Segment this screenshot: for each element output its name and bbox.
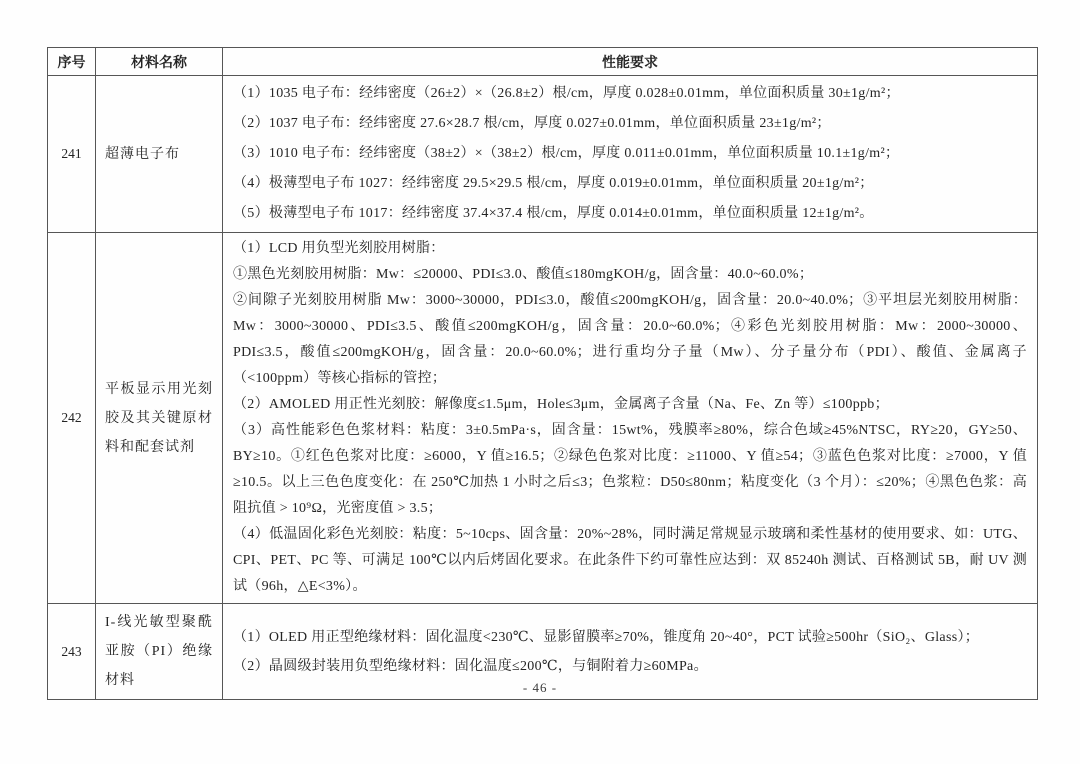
- table-row: [48, 76, 1038, 233]
- row-index: 243: [48, 604, 96, 700]
- requirement-item: （1）OLED 用正型绝缘材料：固化温度<230℃、显影留膜率≥70%，锥度角 20~40°，PCT 试验≥500hr（SiO₂、Glass）；: [233, 629, 980, 645]
- column-header-material: 材料名称: [96, 48, 223, 76]
- column-header-index: 序号: [48, 48, 96, 76]
- requirement-item: （2）晶圆级封装用负型绝缘材料：固化温度≤200℃，与铜附着力≥60MPa。: [233, 658, 708, 674]
- row-index: 242: [48, 233, 96, 604]
- table-header-row: [48, 48, 1038, 76]
- materials-table: [47, 47, 1038, 700]
- requirement-item: ①黑色光刻胶用树脂：Mw：≤20000、PDI≤3.0、酸值≤180mgKOH/g，固含量：40.0~60.0%；: [233, 267, 814, 282]
- material-name: I-线光敏型聚酰亚胺（PI）绝缘材料: [96, 604, 223, 700]
- requirement-item: （1）1035 电子布：经纬密度（26±2）×（26.8±2）根/cm，厚度 0.028±0.01mm，单位面积质量 30±1g/m²；: [233, 86, 900, 101]
- requirement-item: （3）1010 电子布：经纬密度（38±2）×（38±2）根/cm，厚度 0.011±0.01mm，单位面积质量 10.1±1g/m²；: [233, 146, 900, 161]
- column-header-requirements: 性能要求: [223, 48, 1038, 76]
- requirement-item: （2）1037 电子布：经纬密度 27.6×28.7 根/cm，厚度 0.027±0.01mm，单位面积质量 23±1g/m²；: [233, 116, 831, 131]
- material-name: 超薄电子布: [96, 76, 223, 233]
- requirement-item: （2）AMOLED 用正性光刻胶：解像度≤1.5μm，Hole≤3μm，金属离子含量（Na、Fe、Zn 等）≤100ppb；: [233, 397, 889, 412]
- requirement-item: ②间隙子光刻胶用树脂 Mw：3000~30000，PDI≤3.0，酸值≤200mgKOH/g，固含量：20.0~40.0%；③平坦层光刻胶用树脂：Mw：3000~30000、PDI≤3.5、酸值≤200mgKOH/g，固含量：20.0~60.0%；④彩色光刻胶用树脂：Mw：2000~30000、PDI≤3.5，酸值≤200mgKOH/g，固含量：20.0~60.0%；进行重均分子量（Mw）、分子量分布（PDI）、酸值、金属离子（<100ppm）等核心指标的管控；: [233, 293, 1027, 386]
- requirement-item: （4）极薄型电子布 1027：经纬密度 29.5×29.5 根/cm，厚度 0.019±0.01mm，单位面积质量 20±1g/m²；: [233, 176, 874, 191]
- table-row: [48, 233, 1038, 604]
- requirements-cell: [223, 233, 1038, 604]
- page-number: - 46 -: [522, 680, 558, 695]
- material-name: 平板显示用光刻胶及其关键原材料和配套试剂: [96, 233, 223, 604]
- requirements-cell: [223, 76, 1038, 233]
- requirement-item: （1）LCD 用负型光刻胶用树脂：: [233, 241, 445, 256]
- requirement-item: （5）极薄型电子布 1017：经纬密度 37.4×37.4 根/cm，厚度 0.014±0.01mm，单位面积质量 12±1g/m²。: [233, 206, 874, 221]
- requirement-item: （3）高性能彩色色浆材料：粘度：3±0.5mPa·s，固含量：15wt%，残膜率≥80%，综合色域≥45%NTSC，RY≥20，GY≥50、BY≥10。①红色色浆对比度：≥6000，Y 值≥16.5；②绿色色浆对比度：≥11000、Y 值≥54；③蓝色色浆对比度：≥7000，Y 值≥10.5。以上三色色度变化：在 250℃加热 1 小时之后≤3；色浆粒：D50≤80nm；粘度变化（3 个月）：≤20%；④黑色色浆：高阻抗值 > 10⁹Ω，光密度值 > 3.5；: [233, 423, 1027, 516]
- row-index: 241: [48, 76, 96, 233]
- requirement-item: （4）低温固化彩色光刻胶：粘度：5~10cps、固含量：20%~28%，同时满足常规显示玻璃和柔性基材的使用要求、如：UTG、CPI、PET、PC 等、可满足 100℃以内后烤固化要求。在此条件下约可靠性应达到：双 85240h 测试、百格测试 5B，耐 UV 测试（96h，△E<3%）。: [233, 527, 1027, 594]
